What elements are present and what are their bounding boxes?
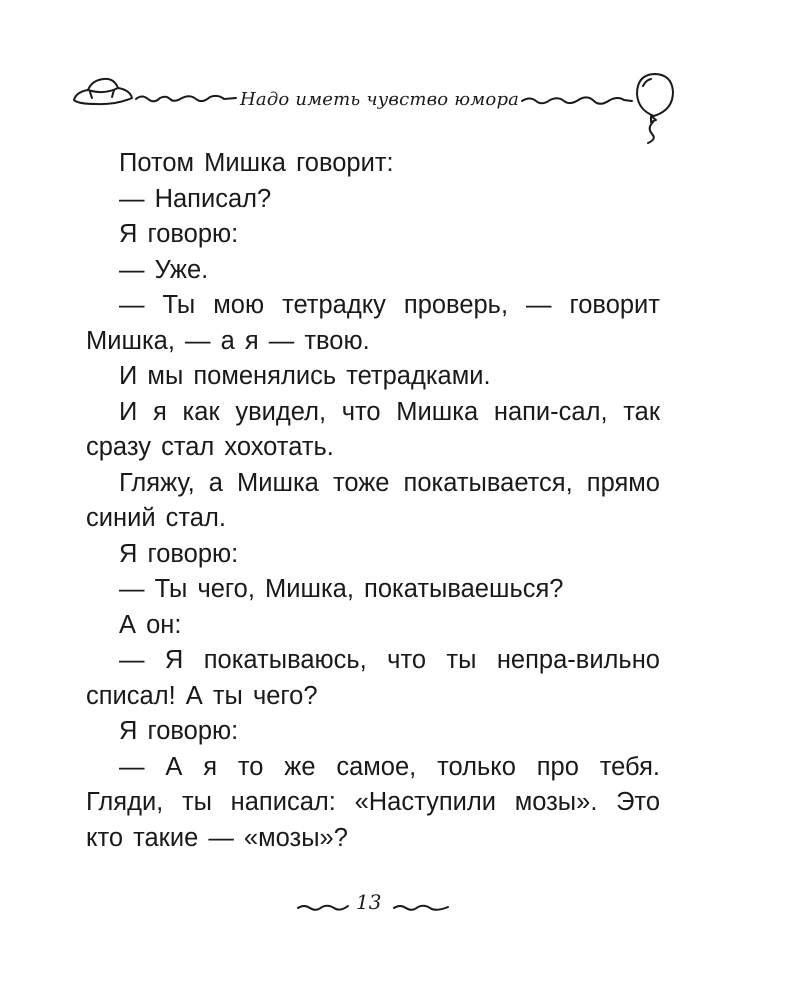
paragraph-4: — Уже.	[119, 255, 209, 284]
paragraph-11: А он:	[119, 610, 182, 639]
paragraph-10: — Ты чего, Мишка, покатываешься?	[119, 575, 564, 603]
paragraph-2: — Написал?	[119, 184, 272, 213]
page-footer	[290, 884, 460, 928]
footer-squiggle-left	[298, 906, 348, 910]
balloon-icon	[637, 74, 673, 143]
page-number: 13	[356, 890, 382, 914]
header-squiggle-left	[136, 96, 236, 101]
paragraph-3: Я говорю:	[119, 220, 239, 248]
story-text	[86, 146, 660, 856]
footer-squiggle-right	[394, 906, 448, 910]
hat-icon	[74, 79, 132, 104]
paragraph-9: Я говорю:	[119, 539, 239, 568]
paragraph-14: — А я то же самое, только про тебя. Гляди, ты написал: «Наступили мозы». Это кто такие — «мозы»?	[86, 752, 660, 852]
paragraph-8: Гляжу, а Мишка тоже покатывается, прямо синий стал.	[86, 468, 660, 532]
running-header	[70, 68, 685, 144]
paragraph-7: И я как увидел, что Мишка напи-сал, так сразу стал хохотать.	[86, 397, 660, 461]
header-title: Надо иметь чувство юмора	[240, 89, 520, 110]
paragraph-12: — Я покатываюсь, что ты непра-вильно списал! А ты чего?	[86, 646, 660, 710]
paragraph-13: Я говорю:	[119, 717, 239, 745]
paragraph-5: — Ты мою тетрадку проверь, — говорит Мишка, — а я — твою.	[86, 291, 660, 355]
paragraph-1: Потом Мишка говорит:	[119, 149, 394, 177]
paragraph-6: И мы поменялись тетрадками.	[119, 362, 491, 390]
